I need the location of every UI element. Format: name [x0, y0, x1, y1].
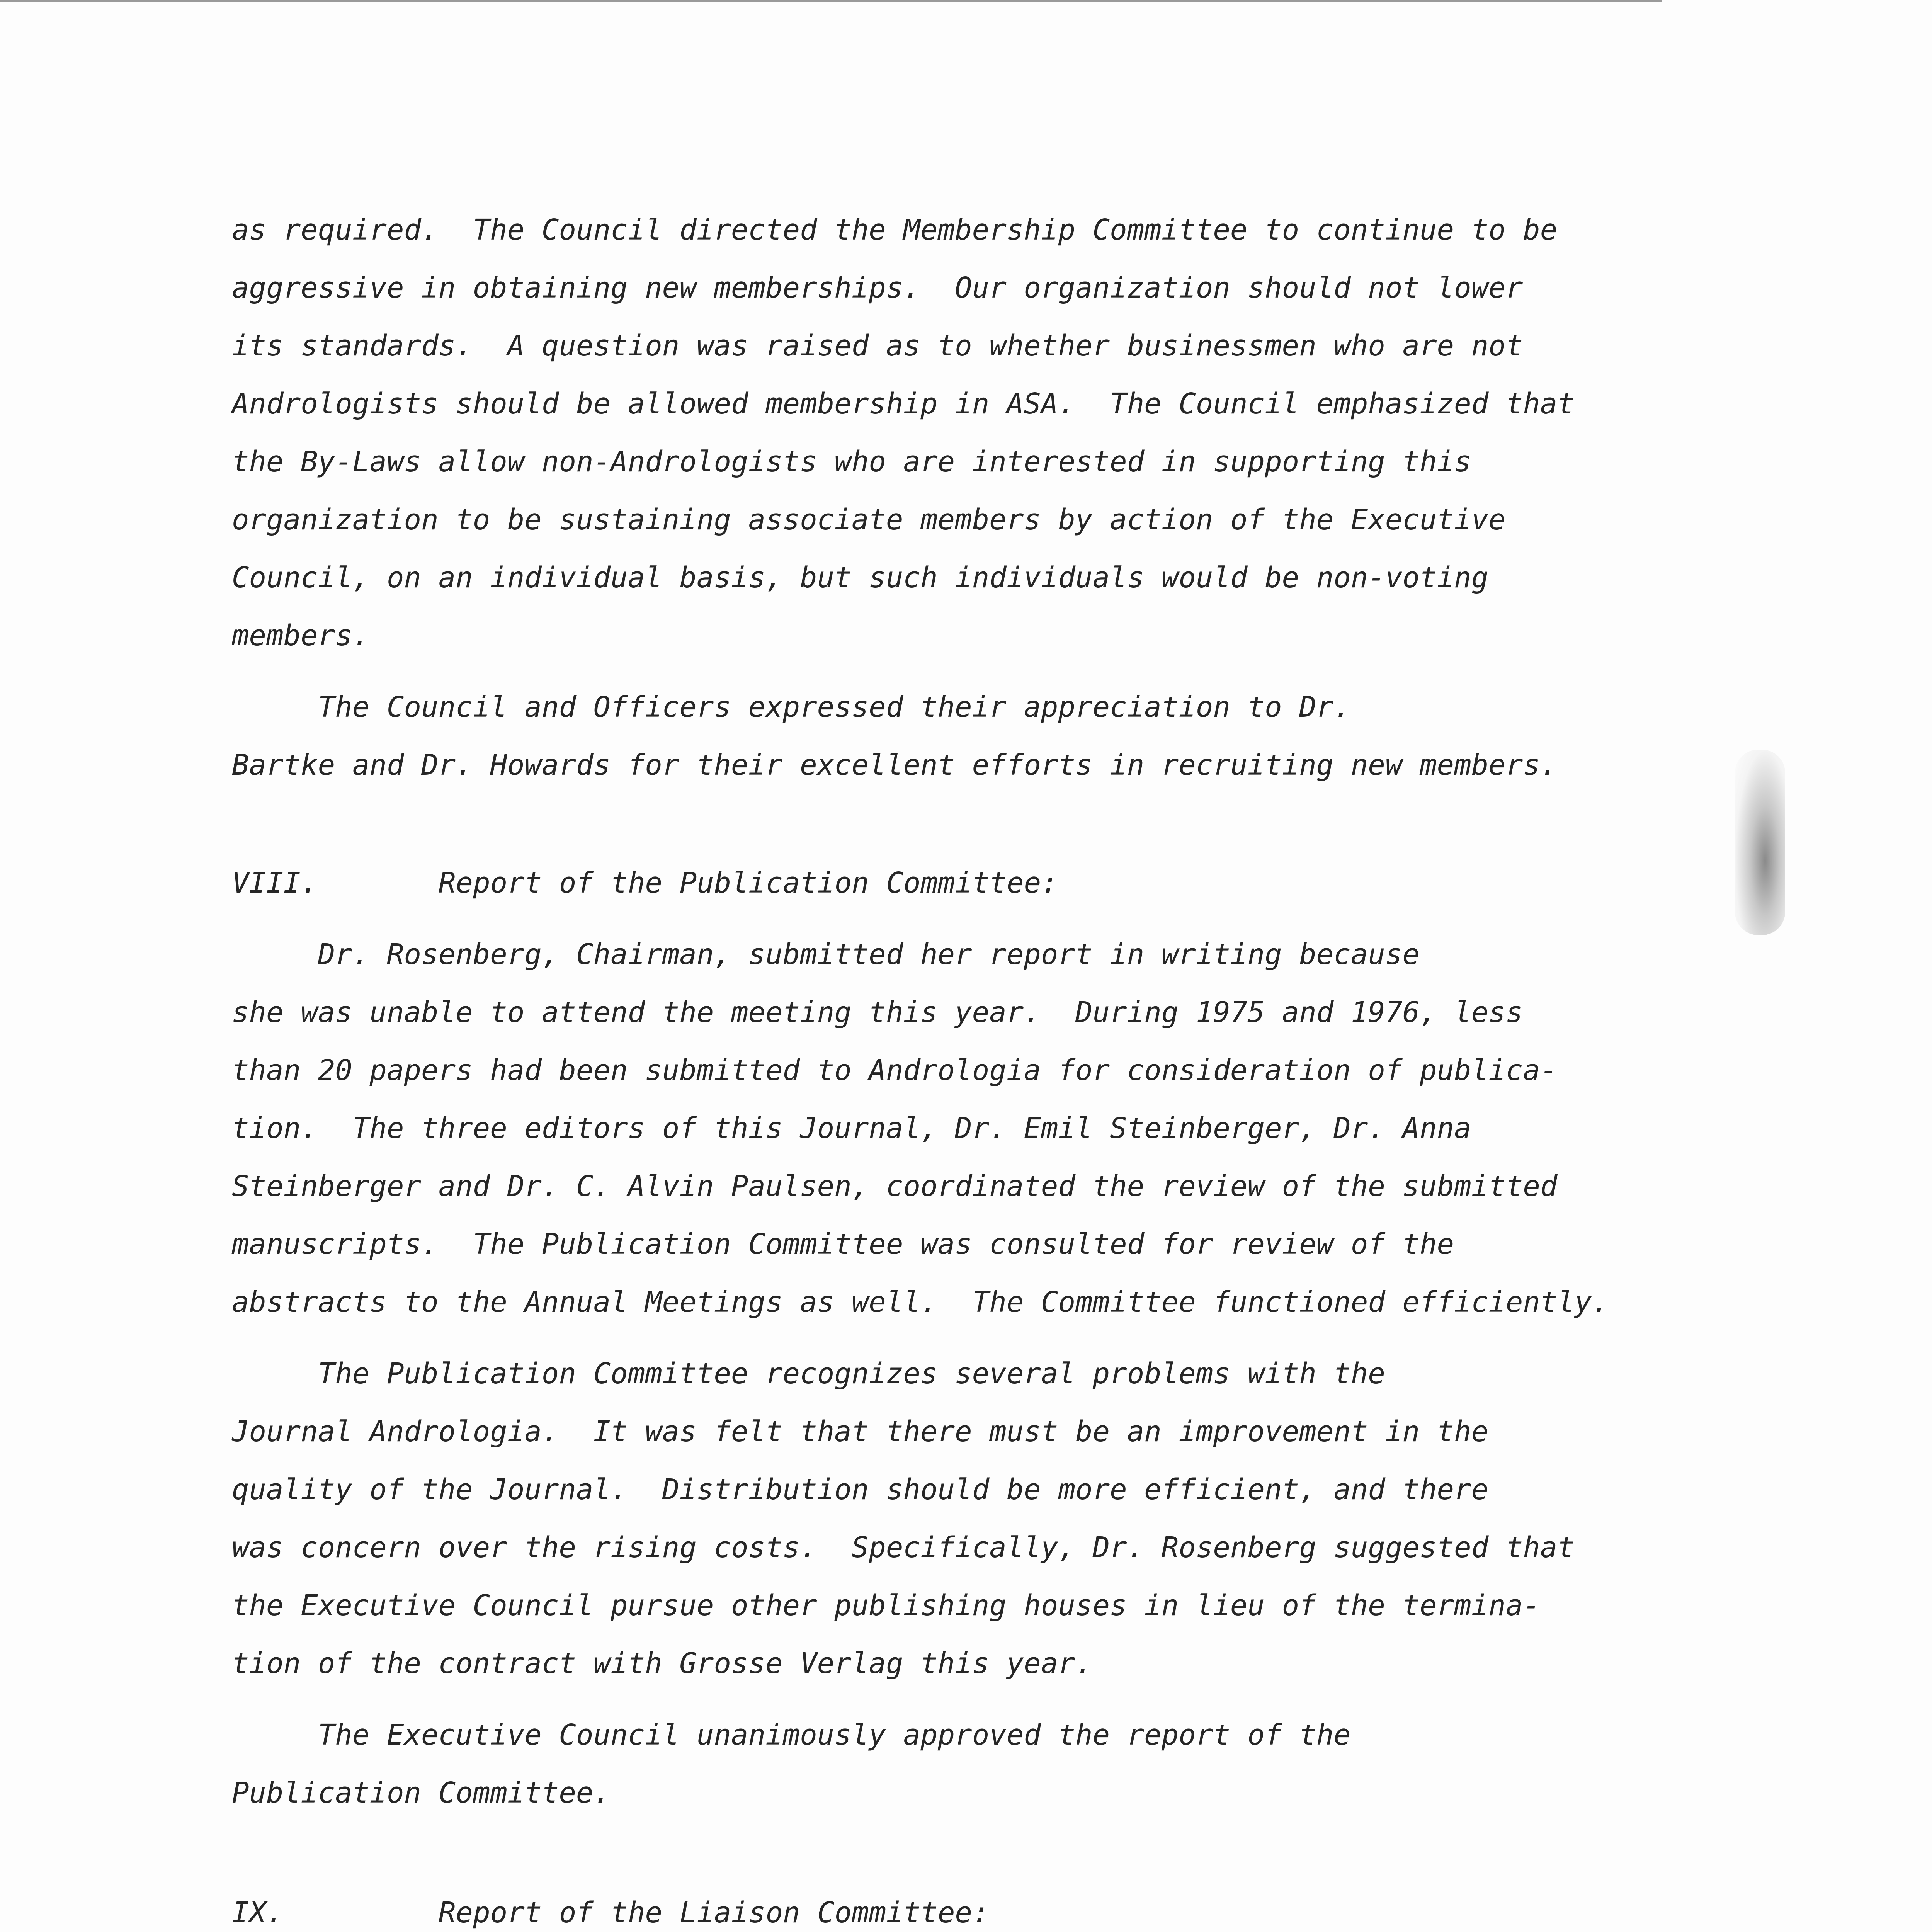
body-line: than 20 papers had been submitted to Andrologia for consideration of publica-	[232, 1054, 1558, 1087]
body-line: The Council and Officers expressed their appreciation to Dr.	[232, 690, 1351, 724]
section-number-ix: IX.	[232, 1896, 284, 1929]
body-line: organization to be sustaining associate members by action of the Executive	[232, 503, 1506, 536]
body-line: members.	[232, 619, 370, 652]
body-line: Steinberger and Dr. C. Alvin Paulsen, coordinated the review of the submitted	[232, 1170, 1558, 1203]
body-line: Journal Andrologia. It was felt that there must be an improvement in the	[232, 1415, 1489, 1448]
body-line: Council, on an individual basis, but such individuals would be non-voting	[232, 561, 1489, 594]
body-line: abstracts to the Annual Meetings as well. The Committee functioned efficiently.	[232, 1286, 1609, 1319]
section-title-ix: Report of the Liaison Committee:	[439, 1896, 990, 1929]
body-line: the By-Laws allow non-Andrologists who are interested in supporting this	[232, 445, 1471, 478]
body-line: tion of the contract with Grosse Verlag this year.	[232, 1647, 1093, 1680]
section-title-viii: Report of the Publication Committee:	[439, 866, 1058, 900]
body-line: The Executive Council unanimously approved the report of the	[232, 1718, 1351, 1752]
body-line: The Publication Committee recognizes several problems with the	[232, 1357, 1385, 1390]
body-line: tion. The three editors of this Journal, Dr. Emil Steinberger, Dr. Anna	[232, 1112, 1471, 1145]
body-line: Dr. Rosenberg, Chairman, submitted her report in writing because	[232, 938, 1420, 971]
body-line: its standards. A question was raised as to whether businessmen who are not	[232, 329, 1523, 362]
body-line: she was unable to attend the meeting this year. During 1975 and 1976, less	[232, 996, 1523, 1029]
body-line: Publication Committee.	[232, 1776, 611, 1810]
body-line: Bartke and Dr. Howards for their excellent efforts in recruiting new members.	[232, 748, 1558, 782]
body-line: the Executive Council pursue other publishing houses in lieu of the termina-	[232, 1589, 1540, 1622]
body-line: was concern over the rising costs. Specifically, Dr. Rosenberg suggested that	[232, 1531, 1575, 1564]
paper-smudge	[1735, 750, 1785, 935]
body-line: aggressive in obtaining new memberships. Our organization should not lower	[232, 271, 1523, 304]
body-line: Andrologists should be allowed membership in ASA. The Council emphasized that	[232, 387, 1575, 420]
body-line: quality of the Journal. Distribution should be more efficient, and there	[232, 1473, 1489, 1506]
body-line: as required. The Council directed the Membership Committee to continue to be	[232, 213, 1558, 247]
body-line: manuscripts. The Publication Committee was consulted for review of the	[232, 1228, 1454, 1261]
scan-edge-top	[0, 0, 1662, 2]
section-number-viii: VIII.	[232, 866, 318, 900]
